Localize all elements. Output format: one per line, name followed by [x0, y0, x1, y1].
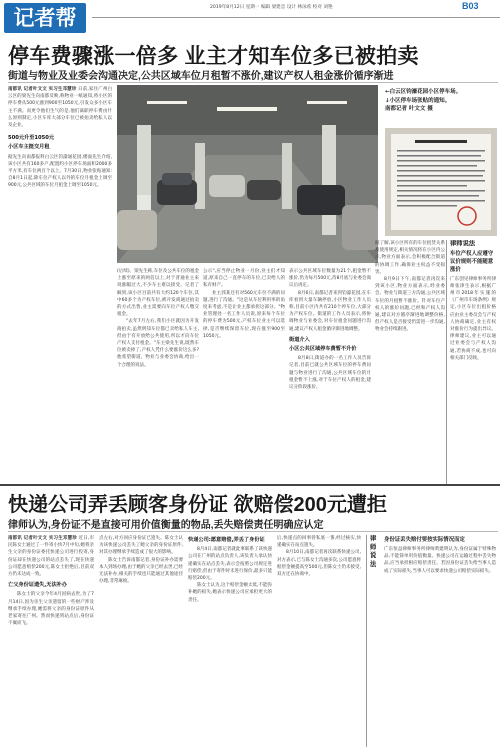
section-logo: 记者帮 [4, 3, 86, 33]
story1-column-3 [203, 268, 285, 484]
story2-byline: 南都讯 记者叶文文 实习生邓慧珍 [8, 536, 77, 541]
story1-rule [8, 82, 498, 83]
story1-col4-section-2: 小区公共区域停车费暂不升价 [289, 346, 357, 353]
story2-column-4 [277, 535, 361, 747]
story1-column-2 [117, 268, 199, 484]
story1-section-1b: 小区车主挺交月租 [8, 144, 50, 151]
notice-document-image [385, 128, 497, 236]
story2-rule [8, 531, 498, 532]
story2-headline: 快递公司弄丢顾客身份证 欲赔偿200元遭拒 [8, 494, 387, 516]
masthead [0, 0, 500, 38]
story2-col4-p2: 8月10日,南都记者再次联系快递公司,对方表示,已与陈女士沟通多次,公司愿意将赔偿金额提高至500元,但陈女士仍未接受,双方还在协商中。 [277, 550, 361, 578]
story1-section-1: 500元升至1050元 [8, 135, 55, 142]
review-divider [446, 240, 447, 484]
review-label: 律师说法 [450, 240, 476, 247]
story1-column-4 [289, 268, 371, 484]
story1-col5-p2: 8月9日下午,南都记者再次来到该小区,物业方面表示,经业委会、物业与街道三方沟通,公共区域车位的月租暂不涨价。针对车位产权人的涨价问题,已经和产权人沟通,建议对方循序渐进地调整价格,但产权人是否接受仍需进一步沟通,物业会持续跟进。 [375, 277, 445, 333]
story2-column-3 [188, 535, 272, 747]
story2-subheadline: 律师认为,身份证不是直接可用价值衡量的物品,丢失赔偿责任明确应认定 [8, 520, 324, 531]
story2-col2-p1: 点左右,对方回应身份证已遗失。陈女士认为该快递公司丢失了她父亲的身份证原件,对其办理继承手续造成了很大的影响。 [99, 536, 183, 556]
story1-column-5 [375, 240, 445, 484]
story2-column-2 [99, 535, 183, 747]
story1-col4-section: 街道介入 [289, 336, 310, 343]
story1-col1-p1: 日前,家住广州白云区的梁先生向南都反映,称物业一纸通知,将小区的停车费从500元涨到900至1050元,引发众多小区车主不满。而更令他们生气的是,他们离职停车费由什么原则制定,小区车库大部分车位已被拍卖给私人以及企业。 [8, 87, 112, 129]
review-title: 车位产权人应遵守议价规则不能随意涨价 [450, 250, 494, 273]
masthead-rule [92, 17, 500, 18]
story2-col1-p2: 陈女士的父亲今年4月因病去世,为了7月14日,因为亲生父亲遗留的一些财产涉及继承手续办理,她需将父亲的身份证原件从老家寄往广州。然而快递到站点后,身份证不翼而飞。 [8, 592, 94, 627]
story2-col2-p2: 陈女士告诉南都记者,身份证补办需要本人到场办理,由于她的父亲已经去世,已经无法补办,相关的手续也只能通过其他途径办理,非常麻烦。 [99, 557, 183, 585]
parking-garage-photo [117, 85, 378, 263]
story1-byline: 南都讯 记者叶文文 实习生邓慧珍 [8, 87, 77, 92]
story1-col4-p3: 8月8日,街道办的一名工作人员告诉记者,目前已就公共区域车位的停车费问题与物业进行了沟通,公共区域车位的月租金暂不上涨,对于车位产权人的租金,建议分阶段涨价。 [289, 356, 371, 391]
story1-review [450, 240, 496, 484]
story1-column-1 [8, 86, 112, 484]
story1-col2-p1: (后续)。梁先生称,车位及公共车位的租金上涨至原来的两倍以上,对于普通业主来说涨幅过大,不少车主难以接受。记者了解到,该小区目前共有大约120个车位,其中60多个为产权车位,被开发商通过拍卖的方式出售,业主需要向车位产权人缴交租金。 [117, 269, 199, 318]
story-separator [0, 484, 500, 486]
photo-caption: ←白云区钧濠花园小区停车场。 ↓小区停车场张贴的通知。 南都记者 叶文文 摄 [385, 89, 462, 112]
story2-col3-p2: 陈女士认为,这个赔偿金额太低,不能弥补她的损失,她表示快递公司应承担更大的责任。 [188, 583, 272, 603]
review2-divider [366, 535, 367, 747]
page-number: B03 [462, 1, 479, 11]
review2-body: 广东恒益律师事务所律师黄建明认为,身份证属于特殊物品,不能简单用价值衡量。快递公司在运输过程中丢失物品,应当承担相应赔偿责任。若因身份证丢失给当事人造成了实际损失,当事人可以要求快递公司赔偿实际损失。 [384, 547, 496, 574]
story2-column-1 [8, 535, 94, 747]
parking-garage-image [117, 85, 378, 263]
issue-meta: 2019年8月12日 星期一 编辑 梁建忠 设计 林泳希 校对 刘艳 [210, 5, 333, 10]
story1-col4-p2: 8月6日,南都记者来到钧濠花园,在车库看到大量车辆停放,小区物业工作人员称,目前小区内共有210个停车位,大部分为产权车位。街道的工作人员表示,将协调物业与业委会,对车位租金问题进行沟通,建议产权人租金循序渐进地调整。 [289, 290, 371, 332]
story2-review [370, 535, 496, 747]
story1-col3-p1: 公示",应当停止物业一月份,业主们才知道,原来自己一直停车的车位,已卖给人的私有财产。 [203, 269, 285, 289]
story1-col3-p2: 业主郭某还有对560元车位不满的问题,进行了沟通。"这是从车位利用率的角度来考虑,不是让业主都承担这部分。"物业管理处一名工作人员说,原来每个车位的停车费为500元,产权车位业主可以选择,是否继续保留车位,现在涨至900至1050元。 [203, 290, 285, 339]
review2-title: 身份证丢失赔付要按实际情况而定 [384, 537, 465, 543]
story2-section-2: 快递公司:愿意赔偿,弄丢了身份证 [188, 537, 265, 543]
story1-col1-p2: 据先生向南都报料白云区钧濠通花园,楼面先生介绍,该小区共有160多户,配置约小区停车场面积2000多平方米,有车位两百个以上。7月30日,物业张贴通知:自8月1日起,除车位产权人以外的车位月租金上调至900元,公共区域的车位月租金上调至1050元。 [8, 154, 112, 189]
story1-col4-p1: 表示公共区域车位数量为21个,租金暂不涨价,仍为每月500元,待8月底与业委会商议后再定。 [289, 269, 371, 289]
review-body: 广东创见律师事务所律师张津生表示,根据广州市2018年实施的《广州市车场条例》规定,小区车位出租价格应由业主委员会与产权人协商确定,业主有权对涨价行为提出异议。律师建议,业主可以通过业委会与产权人沟通,若协商不成,也可向相关部门反映。 [450, 276, 496, 361]
story1-col2-p2: "去年7月左右,我们小区就因为开发商拍卖,虽然明知车位都已卖给私人车主,但由于有开放给公共使用,所以才向车位产权人支付租金。"车主梁先生说,既然车位被卖掉了,产权人凭什么要涨价这么多?他希望街道、物业与业委会协商,给出一个合理的说法。 [117, 319, 199, 368]
story2-col3-p1: 8月4日,南都记者就此事联系了该快递公司在广州的站点负责人,该负责人承认快递确实在站点丢失,表示会按照公司规定进行赔偿,但由于寄件时未进行保价,最多只能赔偿200元。 [188, 547, 272, 582]
story1-headline: 停车费骤涨一倍多 业主才知车位多已被拍卖 [8, 45, 419, 68]
story1-subheadline: 街道与物业及业委会沟通决定,公共区域车位月租暂不涨价,建议产权人租金涨价循序渐进 [8, 71, 394, 82]
review2-label: 律师说法 [370, 535, 377, 568]
story1-col5-p1: 据了解,该小区所有的车位租赁关系及使用规定,相关情况将在小区内公示,物业方面表示,会积极配合街道的协调工作,确保业主权益不受损害。 [375, 241, 445, 275]
story2-col1-p1: 近日,市民陈女士通过了一件寄小快7月中旬,她将亲生父亲的身份证委托快递公司进行投寄,身份证却在快递公司的站点丢失了,现在快递公司愿意赔偿200元,陈女士拒绝后,目前双方仍未达成一致。 [8, 536, 94, 578]
notice-photo [385, 128, 497, 236]
story2-section-1: 亡父身份证遗失,无法补办 [8, 582, 68, 589]
story2-col4-p1: 后,快递点的回事曾私底一番,经过核实,快递确实在站点遗失。 [277, 536, 361, 549]
